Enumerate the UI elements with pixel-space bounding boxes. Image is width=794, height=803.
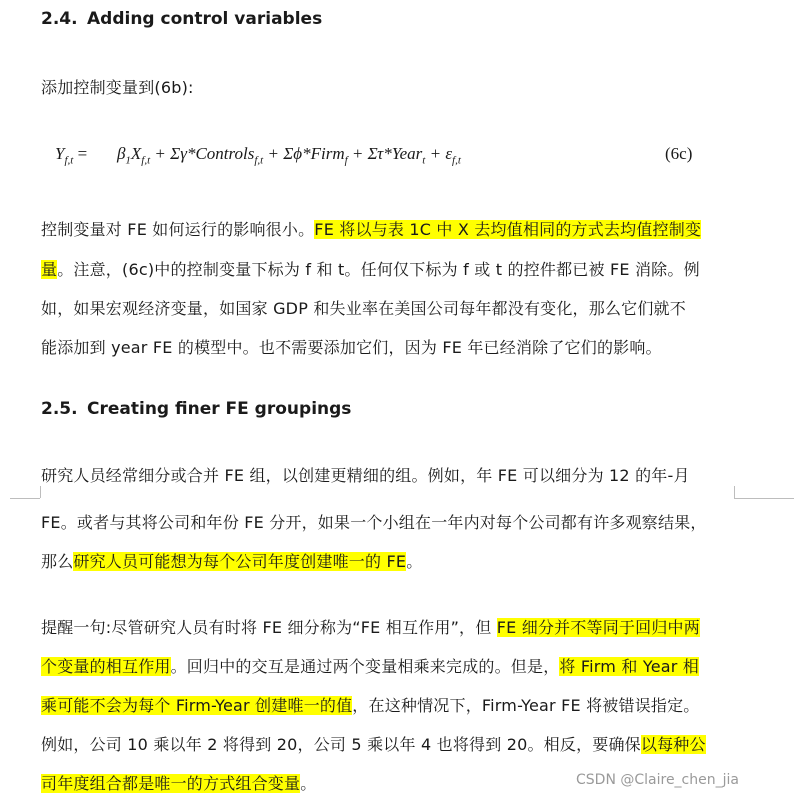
highlight: 司年度组合都是唯一的方式组合变量 (41, 774, 301, 793)
section-number: 2.4. (41, 9, 78, 29)
equation-number: (6c) (665, 144, 693, 163)
paragraph-line: 如，如果宏观经济变量，如国家 GDP 和失业率在美国公司每年都没有变化，那么它们就不 (41, 299, 686, 318)
section-number: 2.5. (41, 399, 78, 419)
highlight: 乘可能不会为每个 Firm-Year 创建唯一的值 (41, 696, 353, 715)
page-break-corner-right (734, 486, 735, 498)
paragraph-line: 能添加到 year FE 的模型中。也不需要添加它们，因为 FE 年已经消除了它们的影响。 (41, 338, 662, 357)
paragraph-line: FE。或者与其将公司和年份 FE 分开，如果一个小组在一年内对每个公司都有许多观察结果， (41, 513, 707, 532)
highlight: 将 Firm 和 Year 相 (559, 657, 700, 676)
page-break-mark-right (734, 498, 794, 499)
paragraph-line: 控制变量对 FE 如何运行的影响很小。FE 将以与表 1C 中 X 去均值相同的方式去均值控制变 (41, 220, 702, 239)
paragraph-line: 乘可能不会为每个 Firm-Year 创建唯一的值，在这种情况下，Firm-Year FE 将被错误指定。 (41, 696, 700, 715)
paragraph-line: 司年度组合都是唯一的方式组合变量。 (41, 774, 317, 793)
page-break-mark-left (10, 498, 40, 499)
highlight: FE 细分并不等同于回归中两 (496, 618, 700, 637)
section-heading-2-4 (41, 9, 322, 29)
highlight: 个变量的相互作用 (41, 657, 171, 676)
equation-intro: 添加控制变量到(6b): (41, 78, 194, 97)
highlight: 以每种公 (640, 735, 706, 754)
watermark: CSDN @Claire_chen_jia (576, 772, 739, 788)
paragraph-line: 例如，公司 10 乘以年 2 将得到 20，公司 5 乘以年 4 也将得到 20。相反，要确保以每种公 (41, 735, 706, 754)
paragraph-line: 提醒一句:尽管研究人员有时将 FE 细分称为“FE 相互作用”，但 FE 细分并不等同于回归中两 (41, 618, 700, 637)
highlight: 研究人员可能想为每个公司年度创建唯一的 FE (73, 552, 407, 571)
paragraph-line: 量。注意，(6c)中的控制变量下标为 f 和 t。任何仅下标为 f 或 t 的控件都已被 FE 消除。例 (41, 260, 700, 279)
section-title: Adding control variables (87, 9, 323, 29)
section-heading-2-5 (41, 399, 351, 419)
paragraph-line: 那么研究人员可能想为每个公司年度创建唯一的 FE。 (41, 552, 423, 571)
section-title: Creating finer FE groupings (87, 399, 352, 419)
paragraph-line: 研究人员经常细分或合并 FE 组，以创建更精细的组。例如，年 FE 可以细分为 12 的年-月 (41, 466, 690, 485)
highlight: FE 将以与表 1C 中 X 去均值相同的方式去均值控制变 (314, 220, 702, 239)
equation-6c: $Y_{f,t}$ = $\beta_1X_{f,t}$ + Σγ*Controls$_{f,t}$ + Σϕ*Firm$_f$ + Στ*Year$_t$ + $\varepsilon_{f,t}$ (55, 144, 461, 167)
paragraph-line: 个变量的相互作用。回归中的交互是通过两个变量相乘来完成的。但是，将 Firm 和 Year 相 (41, 657, 700, 676)
page-break-corner-left (40, 486, 41, 498)
highlight: 量 (41, 260, 58, 279)
